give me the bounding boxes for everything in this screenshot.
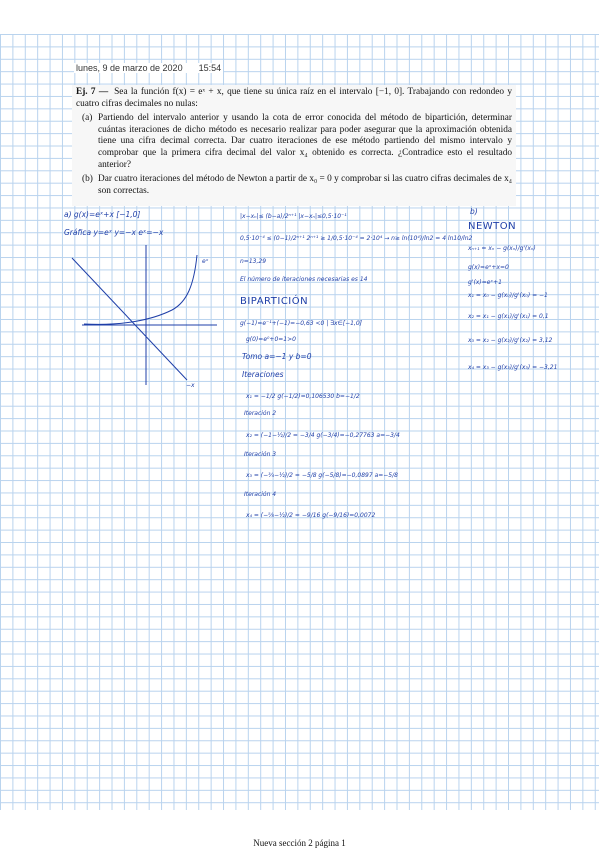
hw-mid-l1: |x−xₙ|≤ (b−a)/2ⁿ⁺¹ |x−xₙ|≤0,5·10⁻¹ [240,213,347,220]
problem-statement [72,85,516,206]
hw-iter-3: x₃ = (−¾−½)/2 = −5/8 g(−5/8)=−0,0897 a=−5/8 [246,472,398,479]
hw-iteracion-4-heading: Iteración 4 [244,491,277,498]
hw-right-b: b) [470,207,478,216]
hw-newton-heading: NEWTON [468,221,517,232]
hw-mid-l2: 0,5·10⁻⁴ ≤ (0−1)/2ⁿ⁺¹ 2ⁿ⁺¹ ≥ 1/0,5·10⁻⁴ = 2·10⁴ → n≥ ln(10⁴)/ln2 = 4 ln10/ln2 [240,235,473,242]
hw-biparticion-heading: BIPARTICIÓN [240,296,309,307]
hw-iteracion-2-heading: Iteración 2 [244,410,277,417]
header-date: lunes, 9 de marzo de 2020 [76,63,183,73]
page-footer: Nueva sección 2 página 1 [253,838,346,848]
item-label: (b) [82,174,93,185]
hw-newton-1: xₙ₊₁ = xₙ − g(xₙ)/g'(xₙ) [468,245,536,252]
hw-newton-2: g(x)=eˣ+x=0 [468,264,509,271]
hw-negx-label: −x [186,382,195,389]
item-label: (a) [82,113,93,124]
hw-iter-2: x₂ = (−1−½)/2 = −3/4 g(−3/4)=−0,27763 a=−3/4 [246,432,400,439]
hw-mid-l3: n=13,29 [240,258,267,265]
hw-ex-label: eˣ [202,258,209,265]
hw-iteracion-3-heading: Iteración 3 [244,451,277,458]
sketch-neg-x-line [72,258,187,380]
page-header [74,63,223,73]
item-text: Partiendo del intervalo anterior y usando la cota de error conocida del método de bipartición, determinar cuántas iteraciones de dicho método es necesario realizar para poder asegurar que la aproximación obtenida tiene una cifra decimal correcta. Dar cuatro iteraciones de ese método partiendo del mismo intervalo y comprobar que la primera cifra decimal del valor x₄ obtenido es correcta. ¿Contradice esto el resultado anterior? [98,113,512,170]
problem-item-b [82,174,512,197]
problem-intro [76,87,512,110]
hw-newton-4: x₁ = x₀ − g(x₀)/g'(x₀) = −1 [468,292,548,299]
hw-mid-l5: g(−1)=e⁻¹+(−1)=−0,63 <0 | ∃x∈[−1,0] [240,320,363,327]
hw-left-grafica: Gráfica y=eˣ y=−x eˣ=−x [64,228,164,237]
hw-newton-7: x₄ = x₃ − g(x₃)/g'(x₃) = −3,21 [468,364,558,371]
header-time: 15:54 [198,63,222,73]
problem-item-a [82,113,512,171]
hw-newton-5: x₂ = x₁ − g(x₁)/g'(x₁) = 0,1 [468,313,549,320]
hw-iteraciones-heading: Iteraciones [242,370,284,379]
hw-newton-3: g'(x)=eˣ+1 [468,279,502,286]
hw-mid-l6: g(0)=e⁰+0=1>0 [246,336,296,343]
problem-intro-text: Sea la función f(x) = eˣ + x, que tiene su única raíz en el intervalo [−1, 0]. Trabajando con redondeo y cuatro cifras decimales no nulas: [76,87,513,109]
hw-mid-l4: El número de iteraciones necesarias es 14 [240,276,368,283]
hw-iter-4: x₄ = (−⅝−½)/2 = −9/16 g(−9/16)=0,0072 [246,512,376,519]
sketch-exp-curve [84,255,197,324]
hw-left-a-line: a) g(x)=eˣ+x [−1,0] [64,210,141,219]
hw-iter-1: x₁ = −1/2 g(−1/2)=0,106530 b=−1/2 [246,393,360,400]
hw-mid-l7: Tomo a=−1 y b=0 [242,352,312,361]
problem-label: Ej. 7 — [76,87,109,97]
hw-newton-6: x₃ = x₂ − g(x₂)/g'(x₂) = 3,12 [468,337,553,344]
function-sketch [62,240,222,390]
item-text: Dar cuatro iteraciones del método de Newton a partir de x₀ = 0 y comprobar si las cuatro cifras decimales de x₄ son correctas. [98,174,512,196]
